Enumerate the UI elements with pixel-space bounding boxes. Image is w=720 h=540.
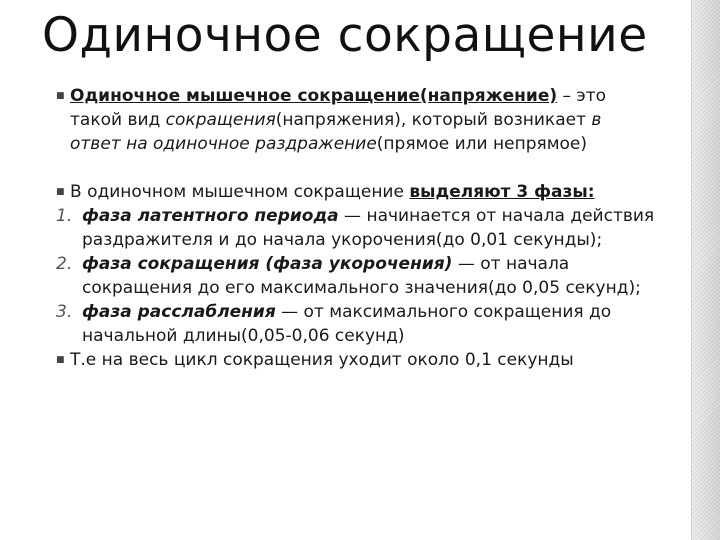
definition-text-2: (напряжения), который возникает bbox=[275, 110, 592, 130]
decorative-edge-strip bbox=[691, 0, 720, 540]
definition-emphasis-2: в ответ на одиночное раздражение bbox=[70, 110, 602, 154]
summary-paragraph bbox=[56, 348, 656, 372]
square-bullet-icon: ■ bbox=[56, 91, 65, 101]
definition-emphasis-1: сокращения bbox=[165, 110, 276, 130]
phase-term: фаза сокращения (фаза укорочения) bbox=[82, 254, 453, 274]
list-item bbox=[56, 300, 656, 348]
paragraph-spacer bbox=[56, 156, 656, 180]
phase-term: фаза расслабления bbox=[82, 302, 276, 322]
summary-text: Т.е на весь цикл сокращения уходит около 0,1 секунды bbox=[70, 350, 574, 370]
phases-intro-strong: выделяют 3 фазы: bbox=[409, 182, 595, 202]
phase-term: фаза латентного периода bbox=[82, 206, 339, 226]
definition-text-1: – это такой вид bbox=[70, 86, 607, 130]
phases-intro-paragraph bbox=[56, 180, 656, 204]
list-item bbox=[56, 204, 656, 252]
square-bullet-icon: ■ bbox=[56, 187, 65, 197]
definition-text-3: (прямое или непрямое) bbox=[376, 134, 588, 154]
list-item-number: 2. bbox=[56, 254, 73, 274]
slide-title: Одиночное сокращение bbox=[42, 8, 648, 63]
phase-description: — от начала сокращения до его максимального значения(до 0,05 секунд); bbox=[82, 254, 641, 298]
phases-list bbox=[56, 204, 656, 348]
definition-term: Одиночное мышечное сокращение(напряжение) bbox=[70, 86, 558, 106]
phase-description: — от максимального сокращения до начальной длины(0,05-0,06 секунд) bbox=[82, 302, 612, 346]
slide-content bbox=[56, 84, 656, 372]
list-item-number: 1. bbox=[56, 206, 73, 226]
list-item-number: 3. bbox=[56, 302, 73, 322]
definition-paragraph bbox=[56, 84, 656, 156]
phases-intro-text: В одиночном мышечном сокращение bbox=[70, 182, 410, 202]
phase-description: — начинается от начала действия раздражителя и до начала укорочения(до 0,01 секунды); bbox=[82, 206, 655, 250]
square-bullet-icon: ■ bbox=[56, 355, 65, 365]
list-item bbox=[56, 252, 656, 300]
